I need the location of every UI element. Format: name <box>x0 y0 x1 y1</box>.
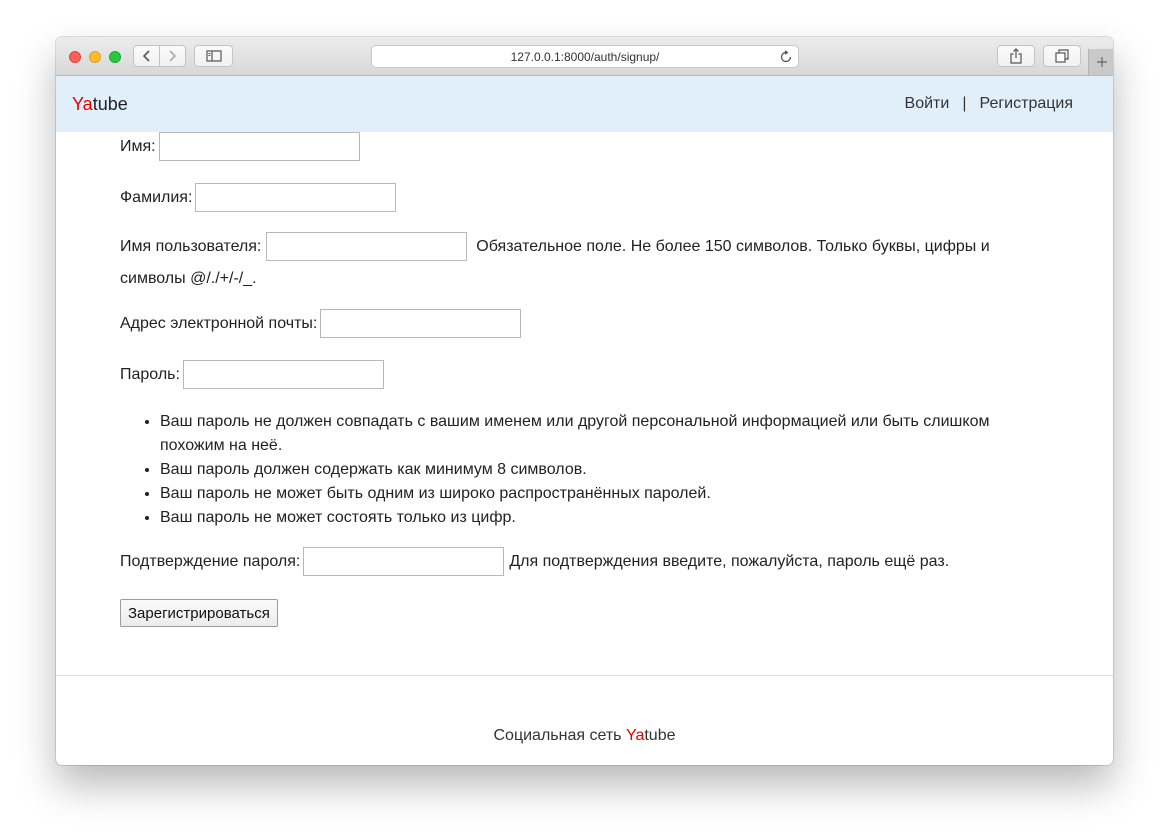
plus-icon <box>1096 56 1108 68</box>
password-input[interactable] <box>183 360 384 389</box>
first-name-label: Имя: <box>120 137 156 155</box>
sidebar-toggle-button[interactable] <box>194 45 233 67</box>
brand-rest: tube <box>92 94 128 114</box>
username-help-text: Обязательное поле. Не более 150 символов. Только буквы, цифры и символы @/./+/-/_. <box>120 238 990 287</box>
url-text: 127.0.0.1:8000/auth/signup/ <box>510 49 660 64</box>
password-label: Пароль: <box>120 365 180 383</box>
close-window-button[interactable] <box>69 51 81 63</box>
email-row <box>120 309 521 338</box>
password-row <box>120 360 384 389</box>
last-name-label: Фамилия: <box>120 188 193 206</box>
chevron-left-icon <box>142 49 152 63</box>
list-item: • Ваш пароль не может состоять только из цифр. <box>160 506 1040 530</box>
brand-accent: Ya <box>72 94 93 114</box>
password-hints-list <box>120 410 1040 530</box>
username-input[interactable] <box>266 232 467 261</box>
list-item: • Ваш пароль должен содержать как минимум 8 символов. <box>160 458 1040 482</box>
login-link[interactable]: Войти <box>904 95 950 112</box>
sidebar-icon <box>206 50 222 62</box>
share-icon <box>1009 48 1023 64</box>
last-name-input[interactable] <box>195 183 396 212</box>
forward-button[interactable] <box>160 46 185 66</box>
footer-divider <box>56 675 1113 676</box>
footer-text: Социальная сеть <box>493 727 626 744</box>
share-button[interactable] <box>997 45 1035 67</box>
email-input[interactable] <box>320 309 521 338</box>
new-tab-button[interactable] <box>1088 49 1113 75</box>
list-item: • Ваш пароль не может быть одним из широко распространённых паролей. <box>160 482 1040 506</box>
footer <box>56 727 1113 745</box>
minimize-window-button[interactable] <box>89 51 101 63</box>
zoom-window-button[interactable] <box>109 51 121 63</box>
header-nav <box>905 95 1073 113</box>
password-confirm-help-text: Для подтверждения введите, пожалуйста, пароль ещё раз. <box>509 552 950 570</box>
tab-overview-button[interactable] <box>1043 45 1081 67</box>
first-name-input[interactable] <box>159 132 360 161</box>
last-name-row <box>120 183 396 212</box>
password-confirm-label: Подтверждение пароля: <box>120 552 301 570</box>
footer-brand-accent: Ya <box>625 727 645 744</box>
back-button[interactable] <box>134 46 159 66</box>
password-confirm-row <box>120 547 949 576</box>
footer-brand-rest: tube <box>644 727 676 744</box>
site-header <box>56 76 1113 132</box>
history-nav-group <box>133 45 186 67</box>
username-label: Имя пользователя: <box>120 238 262 255</box>
list-item: • Ваш пароль не должен совпадать с вашим именем или другой персональной информацией или быть слишком похожим на неё. <box>160 410 1040 458</box>
register-button[interactable]: Зарегистрироваться <box>120 599 278 627</box>
first-name-row <box>120 132 360 161</box>
address-bar[interactable] <box>371 45 799 68</box>
chevron-right-icon <box>167 49 177 63</box>
browser-toolbar <box>56 37 1113 76</box>
brand-logo[interactable] <box>72 94 128 115</box>
password-confirm-input[interactable] <box>303 547 504 576</box>
browser-window <box>56 37 1113 765</box>
tabs-icon <box>1055 49 1069 63</box>
reload-icon[interactable] <box>779 50 793 64</box>
nav-separator: | <box>962 95 967 112</box>
email-label: Адрес электронной почты: <box>120 314 318 332</box>
signup-link[interactable]: Регистрация <box>979 95 1073 112</box>
username-row <box>120 231 1020 295</box>
